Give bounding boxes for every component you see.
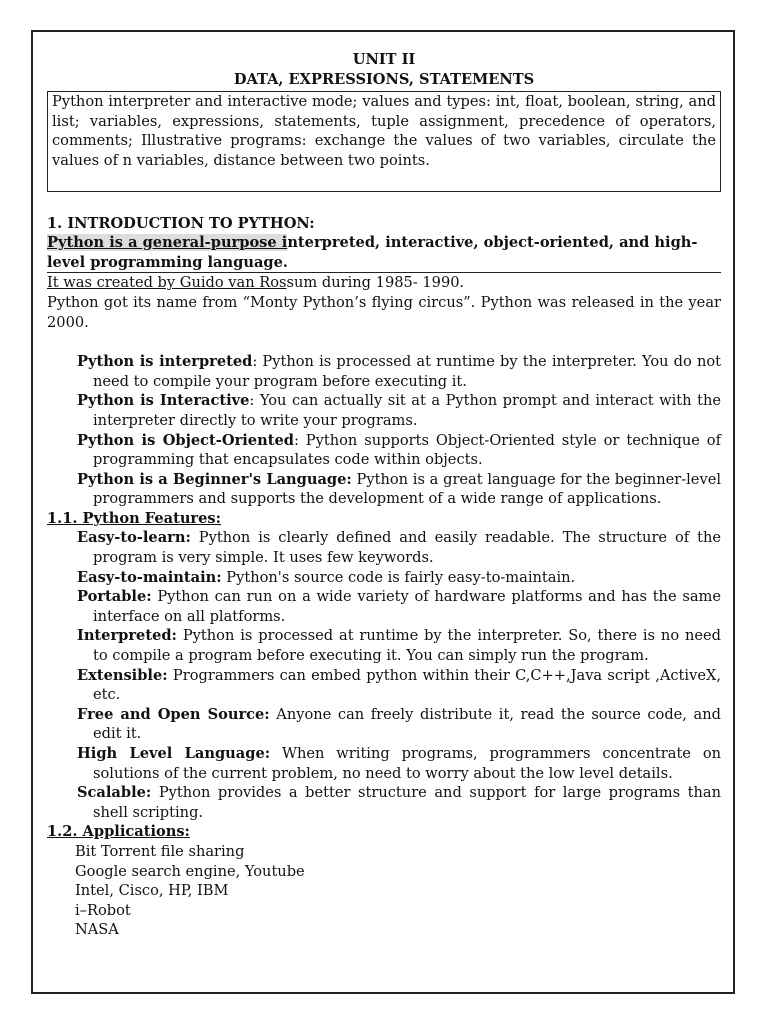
application-item: i–Robot — [75, 901, 131, 919]
feature-term: Portable: — [77, 588, 152, 606]
application-item: Bit Torrent file sharing — [75, 842, 245, 860]
feature-item — [47, 626, 721, 665]
feature-term: Easy-to-maintain: — [77, 568, 222, 586]
intro-heading: 1. INTRODUCTION TO PYTHON: — [47, 214, 315, 232]
syllabus-box — [47, 91, 721, 191]
features-list — [47, 528, 721, 822]
applications-heading: 1.2. Applications: — [47, 823, 190, 841]
definition-list — [47, 352, 721, 509]
syllabus-text: Python interpreter and interactive mode; values and types: int, float, boolean, string, and list; variables, expressions, statements, tuple assignment, precedence of operators, comments; Illustrative programs: exchange the values of two variables, circulate the values of n variables, distance between two points. — [52, 93, 716, 169]
intro-lead-highlight: Python is a general-purpose i — [47, 234, 288, 252]
unit-label: UNIT II — [352, 51, 416, 68]
application-item: NASA — [75, 921, 119, 939]
definition-text: Python is a great language for the beginner-level programmers and supports the development of a wide range of applications. — [93, 470, 721, 508]
feature-item — [47, 666, 721, 705]
feature-text: Python's source code is fairly easy-to-maintain. — [221, 568, 576, 586]
intro-name-origin: Python got its name from “Monty Python’s flying circus”. Python was released in the year 2000. — [47, 293, 721, 331]
definition-term: Python is Interactive — [77, 392, 250, 410]
feature-text: When writing programs, programmers concentrate on solutions of the current problem, no need to worry about the low level details. — [93, 745, 722, 782]
intro-created — [47, 273, 721, 293]
feature-term: High Level Language: — [77, 745, 271, 762]
definition-text: : You can actually sit at a Python prompt and interact with the interpreter directly to write your programs. — [93, 392, 721, 429]
definition-item — [47, 391, 721, 430]
feature-term: Interpreted: — [77, 627, 177, 645]
intro-lead-rest: nterpreted, interactive, object-oriented, and high-level programming language. — [47, 234, 698, 271]
feature-item — [47, 528, 721, 567]
definition-term: Python is a Beginner's Language: — [77, 470, 352, 488]
feature-term: Extensible: — [77, 666, 168, 684]
definition-item — [47, 431, 721, 470]
page-content — [47, 50, 721, 940]
application-item: Intel, Cisco, HP, IBM — [75, 882, 229, 900]
feature-item — [47, 744, 721, 783]
feature-text: Python is processed at runtime by the interpreter. So, there is no need to compile a program before executing it. You can simply run the program. — [93, 627, 721, 665]
document-page — [31, 30, 735, 994]
definition-item — [47, 470, 721, 509]
feature-text: Python is clearly defined and easily readable. The structure of the program is very simple. It uses few keywords. — [93, 529, 721, 567]
feature-item — [47, 568, 721, 588]
definition-item — [47, 352, 721, 391]
intro-created-underlined: It was created by Guido van Ros — [47, 274, 287, 292]
definition-text: : Python supports Object-Oriented style or technique of programming that encapsulates code within objects. — [93, 431, 721, 469]
features-heading: 1.1. Python Features: — [47, 509, 222, 527]
feature-item — [47, 783, 721, 822]
feature-text: Python can run on a wide variety of hardware platforms and has the same interface on all platforms. — [93, 588, 721, 625]
definition-term: Python is interpreted — [77, 353, 253, 371]
feature-text: Anyone can freely distribute it, read the source code, and edit it. — [93, 705, 721, 743]
feature-term: Free and Open Source: — [77, 705, 270, 723]
feature-item — [47, 705, 721, 744]
definition-term: Python is Object-Oriented — [77, 431, 294, 449]
application-item: Google search engine, Youtube — [75, 862, 305, 880]
applications-list — [47, 842, 721, 940]
unit-title: DATA, EXPRESSIONS, STATEMENTS — [233, 70, 535, 88]
feature-term: Scalable: — [77, 784, 152, 802]
feature-text: Python provides a better structure and support for large programs than shell scripting. — [93, 784, 721, 821]
feature-text: Programmers can embed python within their C,C++,Java script ,ActiveX, etc. — [93, 666, 721, 704]
feature-item — [47, 587, 721, 626]
intro-lead — [47, 233, 721, 273]
intro-created-rest: sum during 1985- 1990. — [286, 274, 465, 292]
feature-term: Easy-to-learn: — [77, 529, 191, 547]
definition-text: : Python is processed at runtime by the interpreter. You do not need to compile your program before executing it. — [93, 353, 721, 390]
